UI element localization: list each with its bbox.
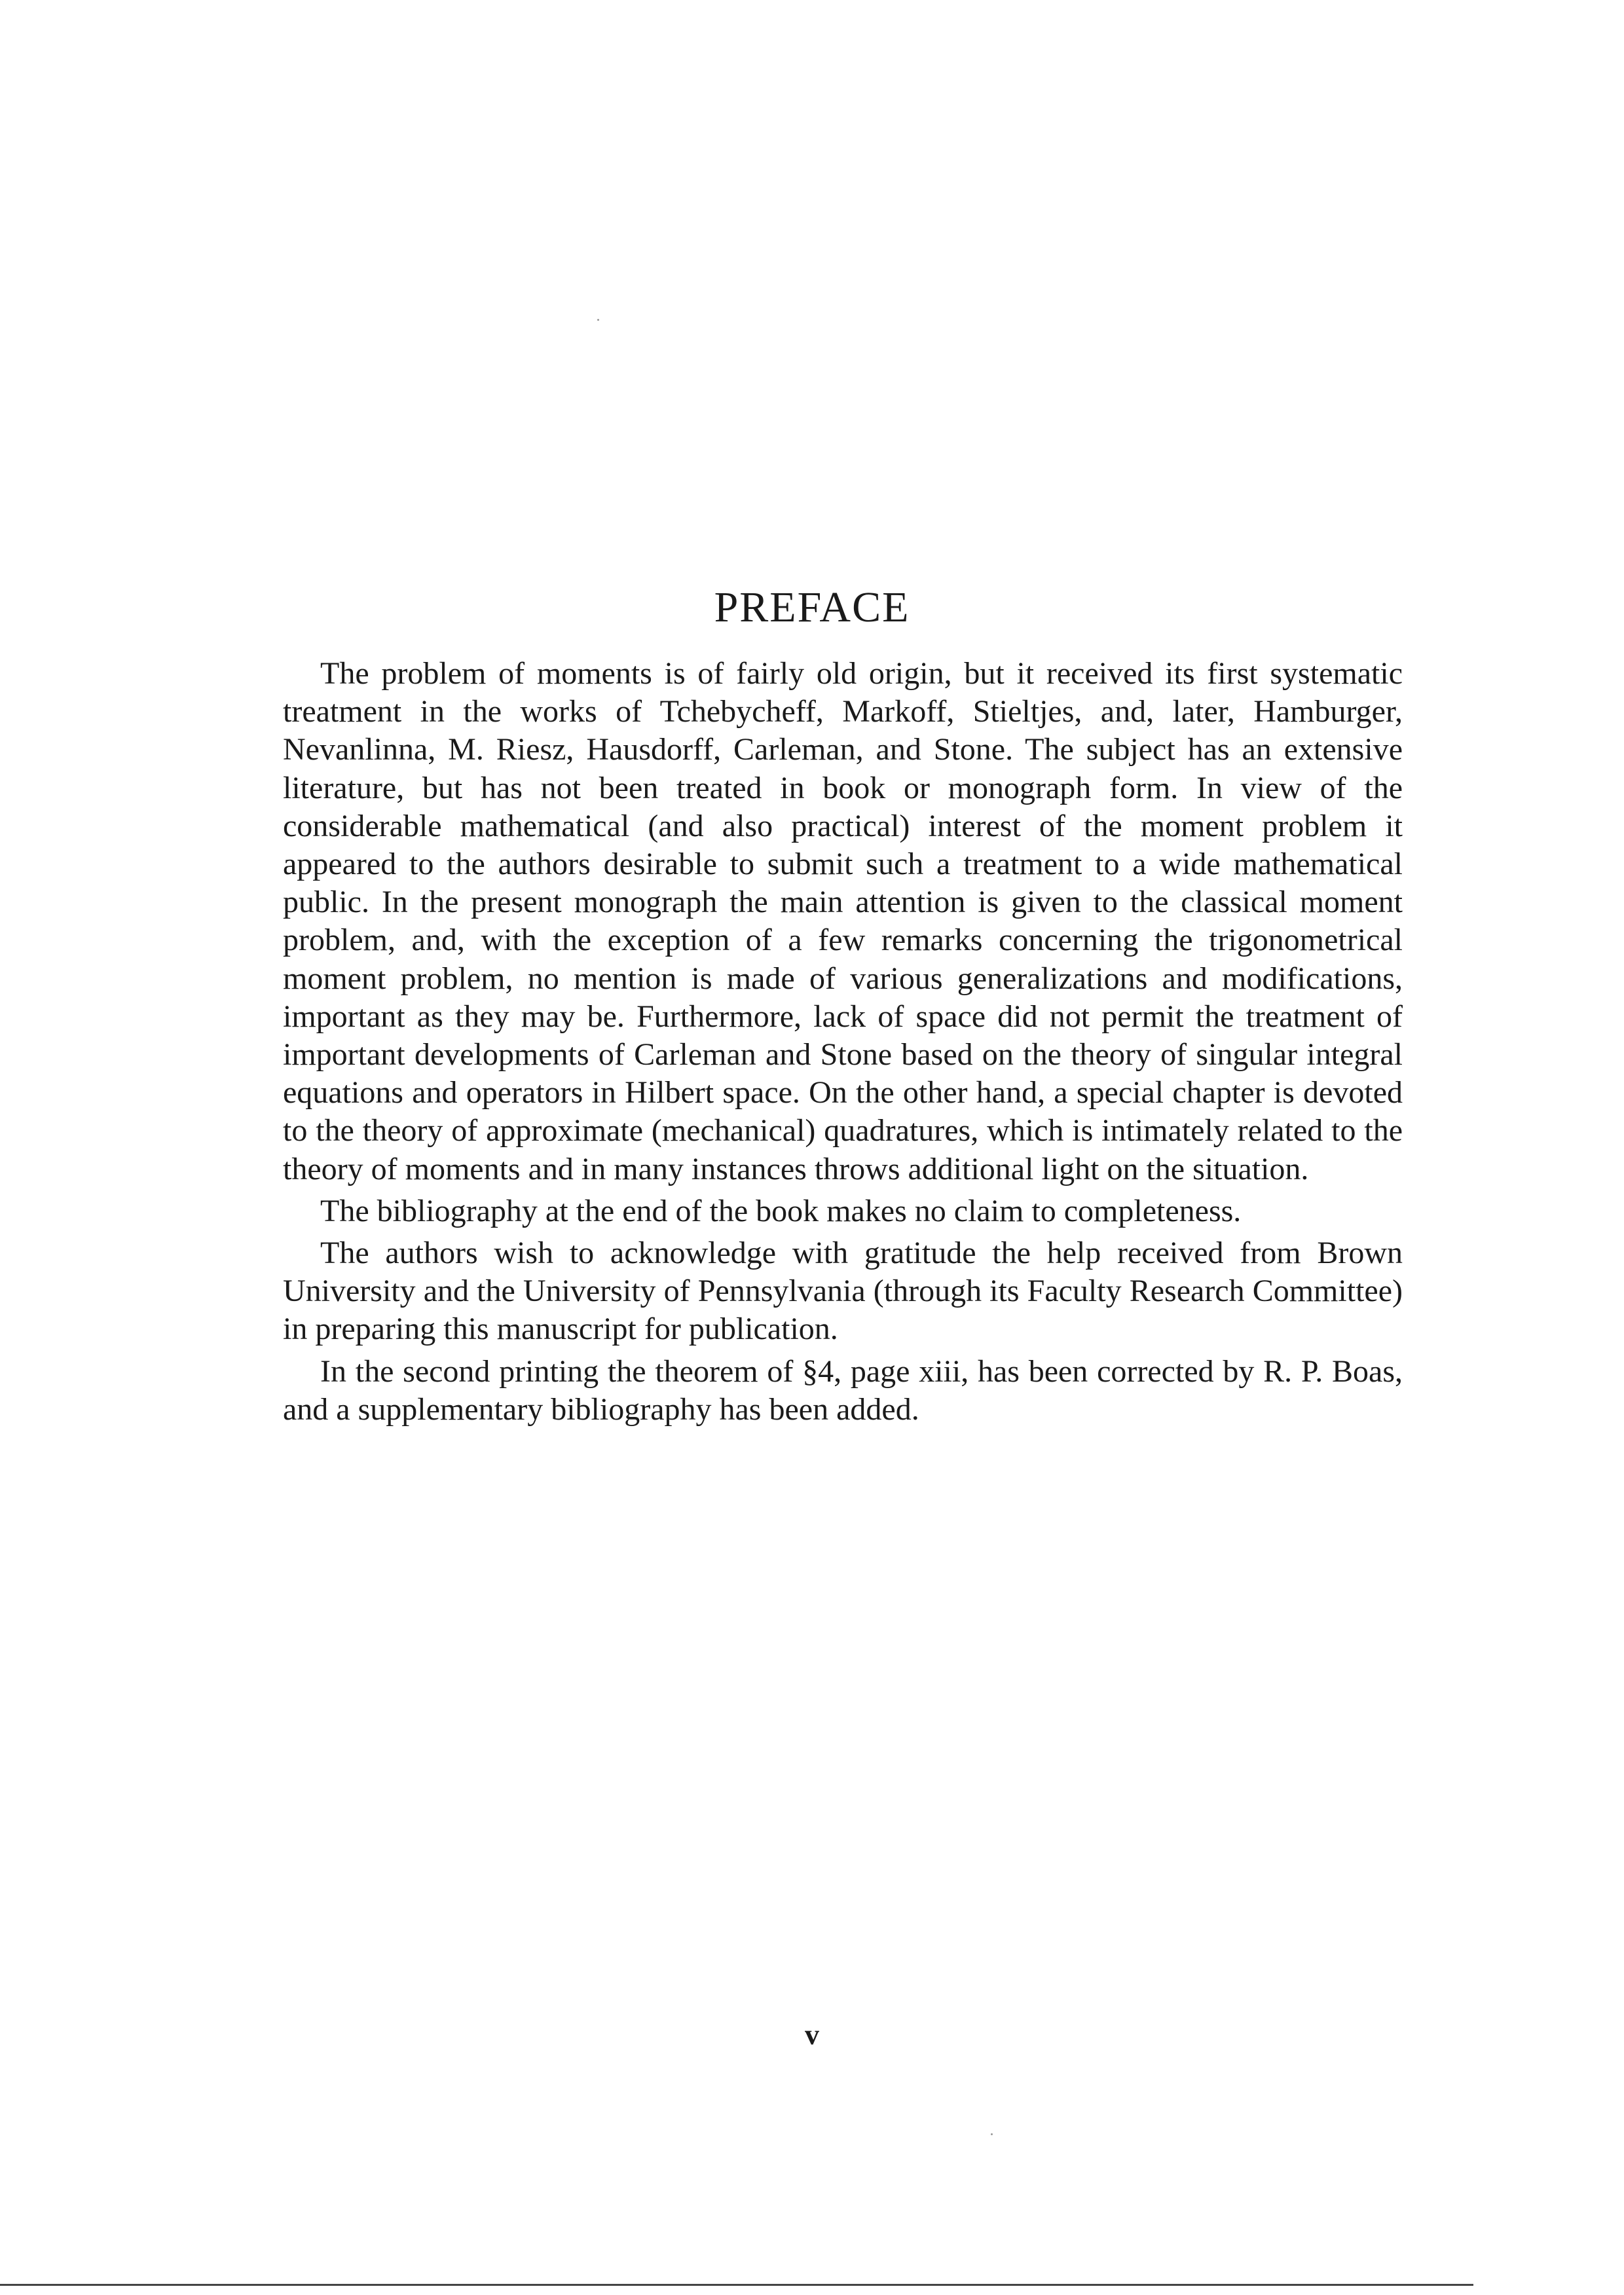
dust-speck	[991, 2133, 993, 2135]
preface-body	[283, 655, 1403, 1433]
page-number: v	[805, 2019, 819, 2051]
page-title: PREFACE	[714, 583, 910, 631]
dust-speck	[597, 319, 599, 321]
bottom-edge-rule	[602, 2284, 1473, 2286]
paragraph: The problem of moments is of fairly old origin, but it received its first systematic treatment in the works of Tchebycheff, Markoff, Stieltjes, and, later, Hamburger, Nevanlinna, M. Riesz, Hausdorff, Carleman, and Stone. The subject has an extensive literature, but has not been treated in book or monograph form. In view of the considerable mathematical (and also practical) interest of the moment problem it appeared to the authors desirable to submit such a treatment to a wide mathematical public. In the present monograph the main attention is given to the classical moment problem, and, with the exception of a few remarks concerning the trigonometrical moment problem, no mention is made of various generalizations and modifications, important as they may be. Furthermore, lack of space did not permit the treatment of important developments of Carleman and Stone based on the theory of singular integral equations and operators in Hilbert space. On the other hand, a special chapter is devoted to the theory of approximate (mechanical) quadratures, which is intimately related to the theory of moments and in many instances throws additional light on the situation.	[283, 656, 1403, 1186]
bottom-edge-rule	[0, 2284, 602, 2286]
paragraph: The authors wish to acknowledge with gratitude the help received from Brown University and the University of Pennsylvania (through its Faculty Research Committee) in preparing this manuscript for publication.	[283, 1236, 1403, 1347]
paragraph: The bibliography at the end of the book makes no claim to completeness.	[320, 1193, 1242, 1228]
paragraph: In the second printing the theorem of §4, page xiii, has been corrected by R. P. Boas, and a supplementary bibliography has been added.	[283, 1353, 1403, 1427]
